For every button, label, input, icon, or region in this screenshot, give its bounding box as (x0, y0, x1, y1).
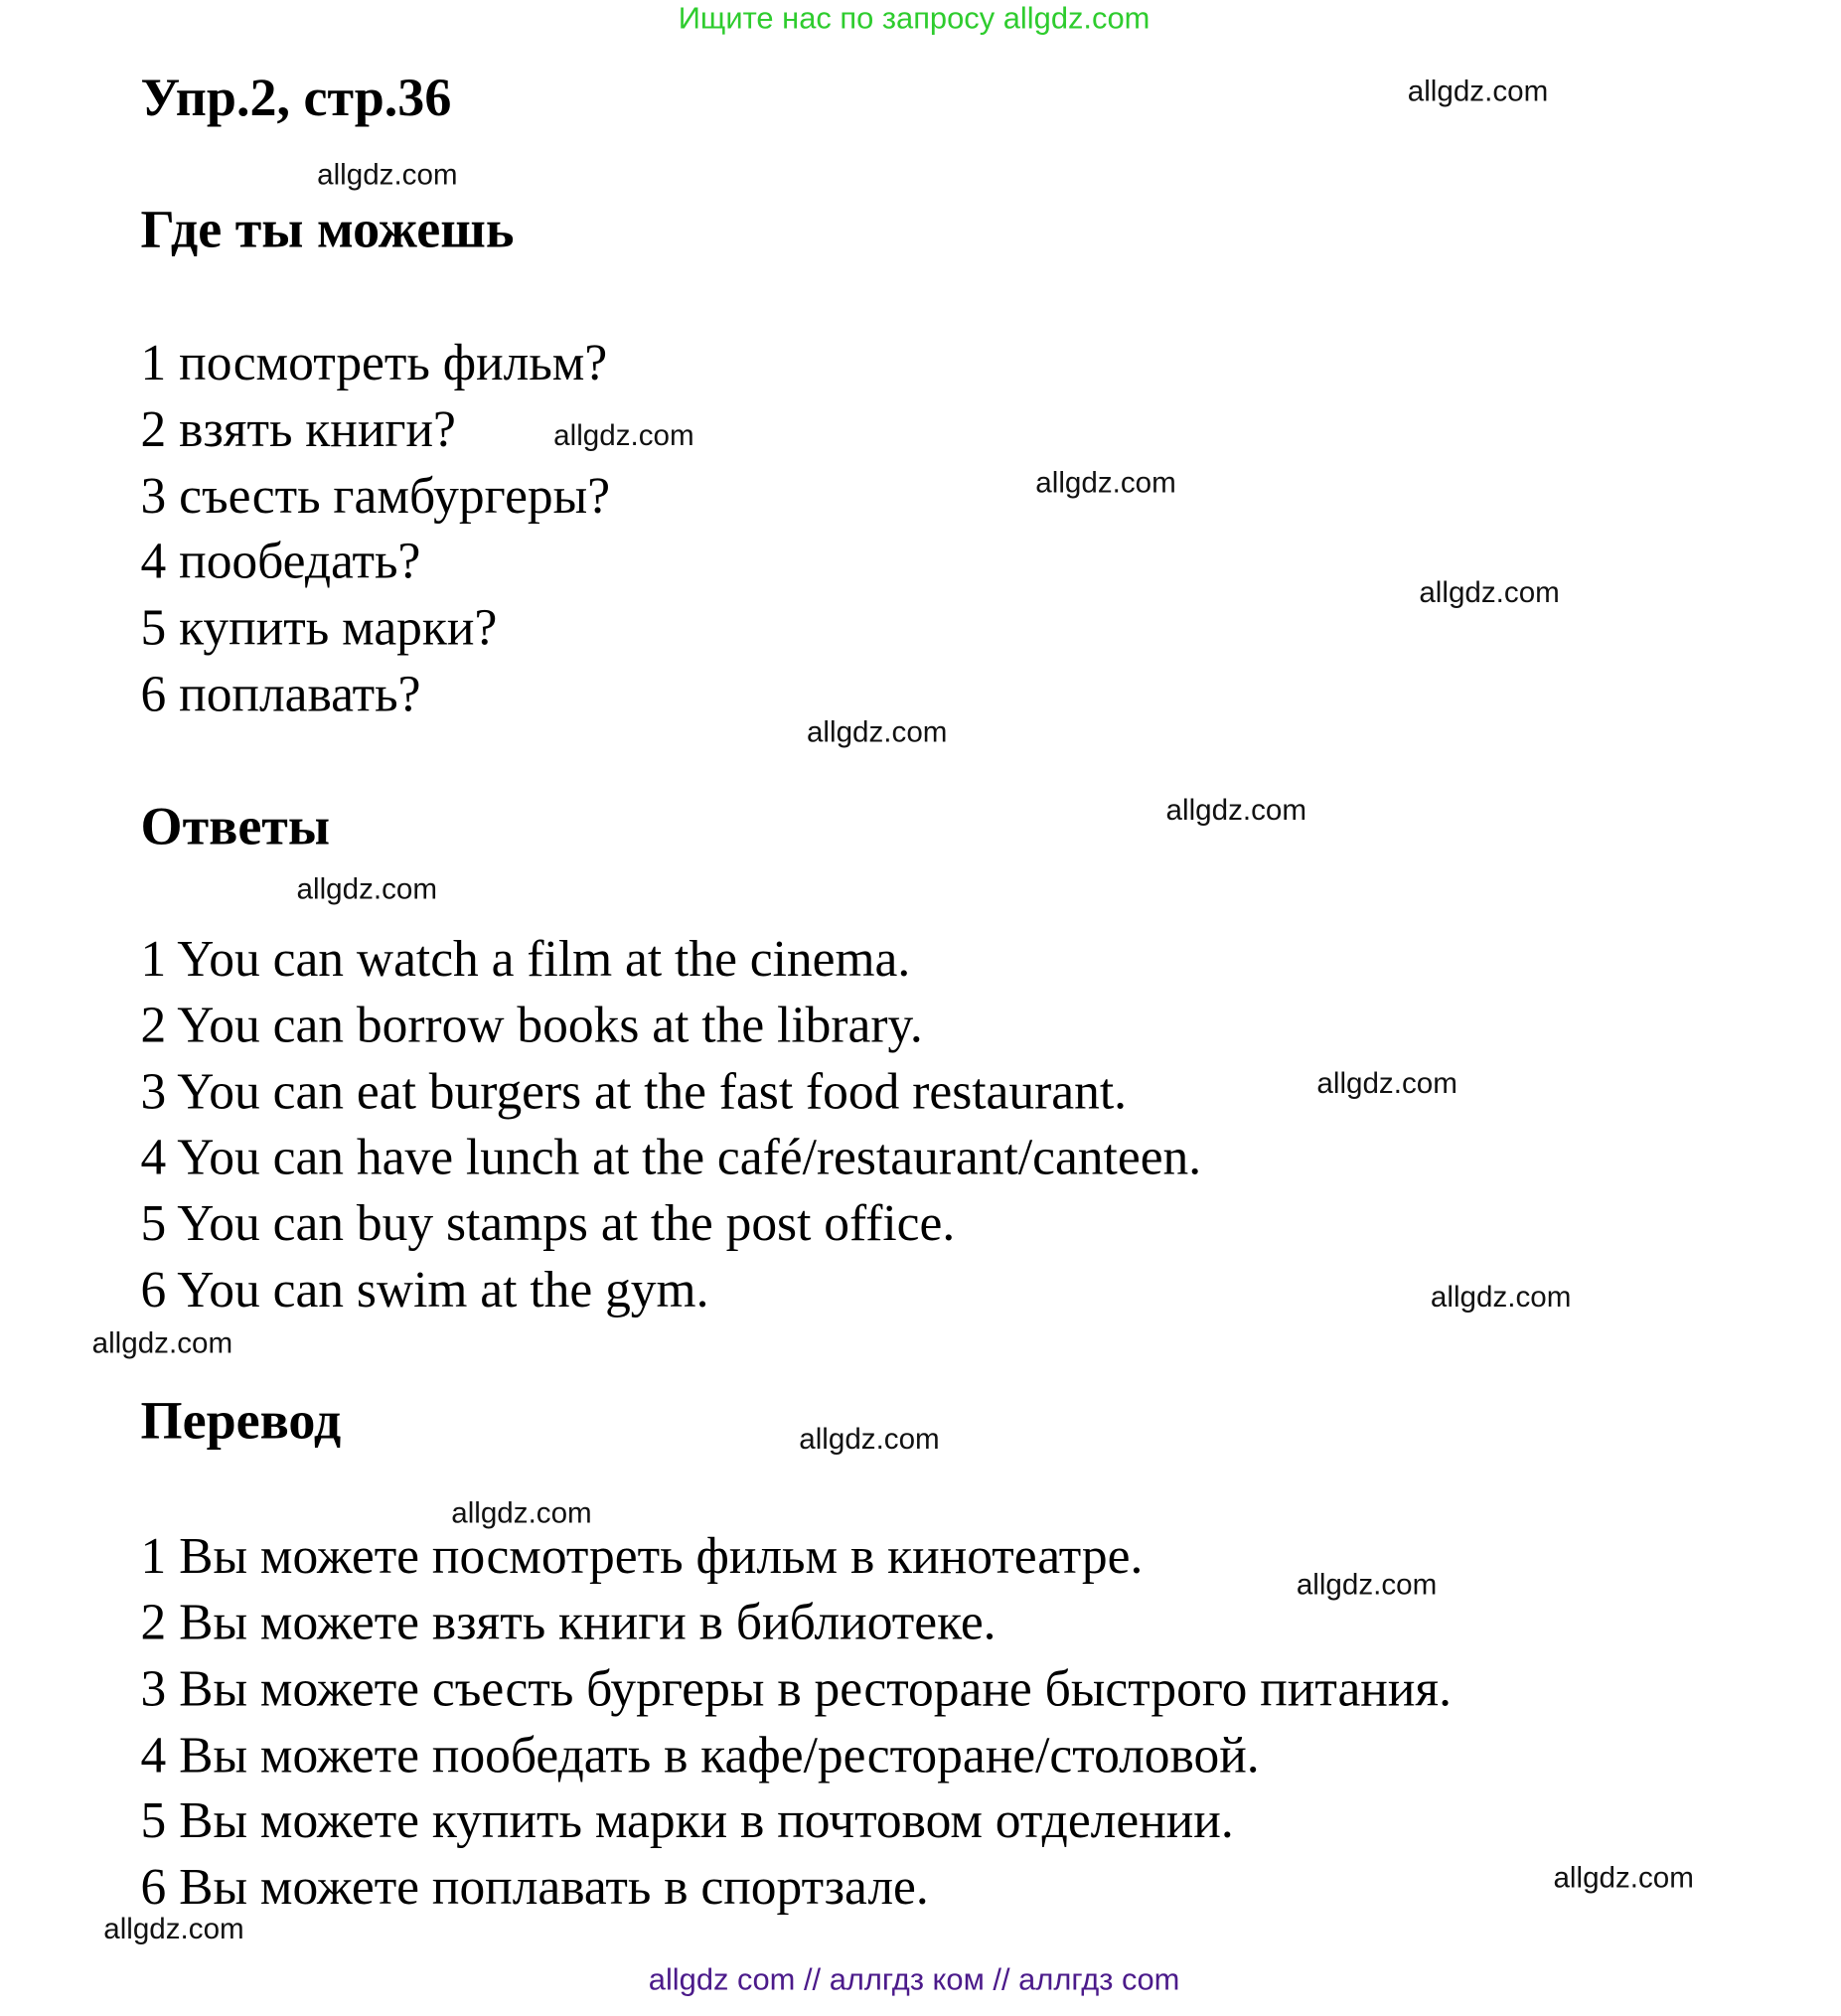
watermark: allgdz.com (806, 714, 948, 748)
answer-4: 4 You can have lunch at the café/restaurant/canteen. (140, 1127, 1202, 1185)
watermark: allgdz.com (553, 417, 694, 452)
question-heading: Где ты можешь (140, 201, 515, 260)
watermark: allgdz.com (799, 1421, 940, 1456)
translation-heading: Перевод (140, 1392, 342, 1452)
watermark: allgdz.com (1430, 1280, 1572, 1314)
question-3: 3 съесть гамбургеры? (140, 466, 611, 525)
question-4: 4 пообедать? (140, 532, 421, 590)
top-banner[interactable]: Ищите нас по запросу allgdz.com (678, 1, 1151, 37)
question-1: 1 посмотреть фильм? (140, 333, 608, 391)
translation-3: 3 Вы можете съесть бургеры в ресторане быстрого питания. (140, 1659, 1452, 1718)
answer-6: 6 You can swim at the gym. (140, 1260, 709, 1318)
page-title: Упр.2, стр.36 (140, 69, 452, 128)
watermark: allgdz.com (103, 1911, 244, 1945)
watermark: allgdz.com (1035, 465, 1176, 499)
question-6: 6 поплавать? (140, 665, 421, 723)
translation-5: 5 Вы можете купить марки в почтовом отделении. (140, 1790, 1234, 1849)
answers-heading: Ответы (140, 797, 331, 857)
answer-1: 1 You can watch a film at the cinema. (140, 929, 911, 988)
translation-4: 4 Вы можете пообедать в кафе/ресторане/столовой. (140, 1726, 1260, 1784)
answer-3: 3 You can eat burgers at the fast food restaurant. (140, 1062, 1128, 1121)
translation-1: 1 Вы можете посмотреть фильм в кинотеатре. (140, 1526, 1144, 1585)
translation-6: 6 Вы можете поплавать в спортзале. (140, 1857, 929, 1916)
bottom-banner[interactable]: allgdz com // аллгдз ком // аллгдз com (648, 1962, 1180, 1997)
watermark: allgdz.com (1407, 74, 1549, 108)
question-2: 2 взять книги? (140, 399, 456, 458)
watermark: allgdz.com (296, 871, 438, 906)
watermark: allgdz.com (451, 1495, 592, 1530)
answer-2: 2 You can borrow books at the library. (140, 996, 923, 1054)
translation-2: 2 Вы можете взять книги в библиотеке. (140, 1593, 997, 1651)
answer-5: 5 You can buy stamps at the post office. (140, 1193, 956, 1252)
watermark: allgdz.com (91, 1325, 233, 1359)
watermark: allgdz.com (1296, 1567, 1438, 1602)
watermark: allgdz.com (1165, 792, 1307, 827)
watermark: allgdz.com (1553, 1860, 1694, 1894)
watermark: allgdz.com (1316, 1066, 1457, 1100)
question-5: 5 купить марки? (140, 598, 498, 657)
watermark: allgdz.com (317, 157, 458, 191)
watermark: allgdz.com (1419, 575, 1560, 609)
